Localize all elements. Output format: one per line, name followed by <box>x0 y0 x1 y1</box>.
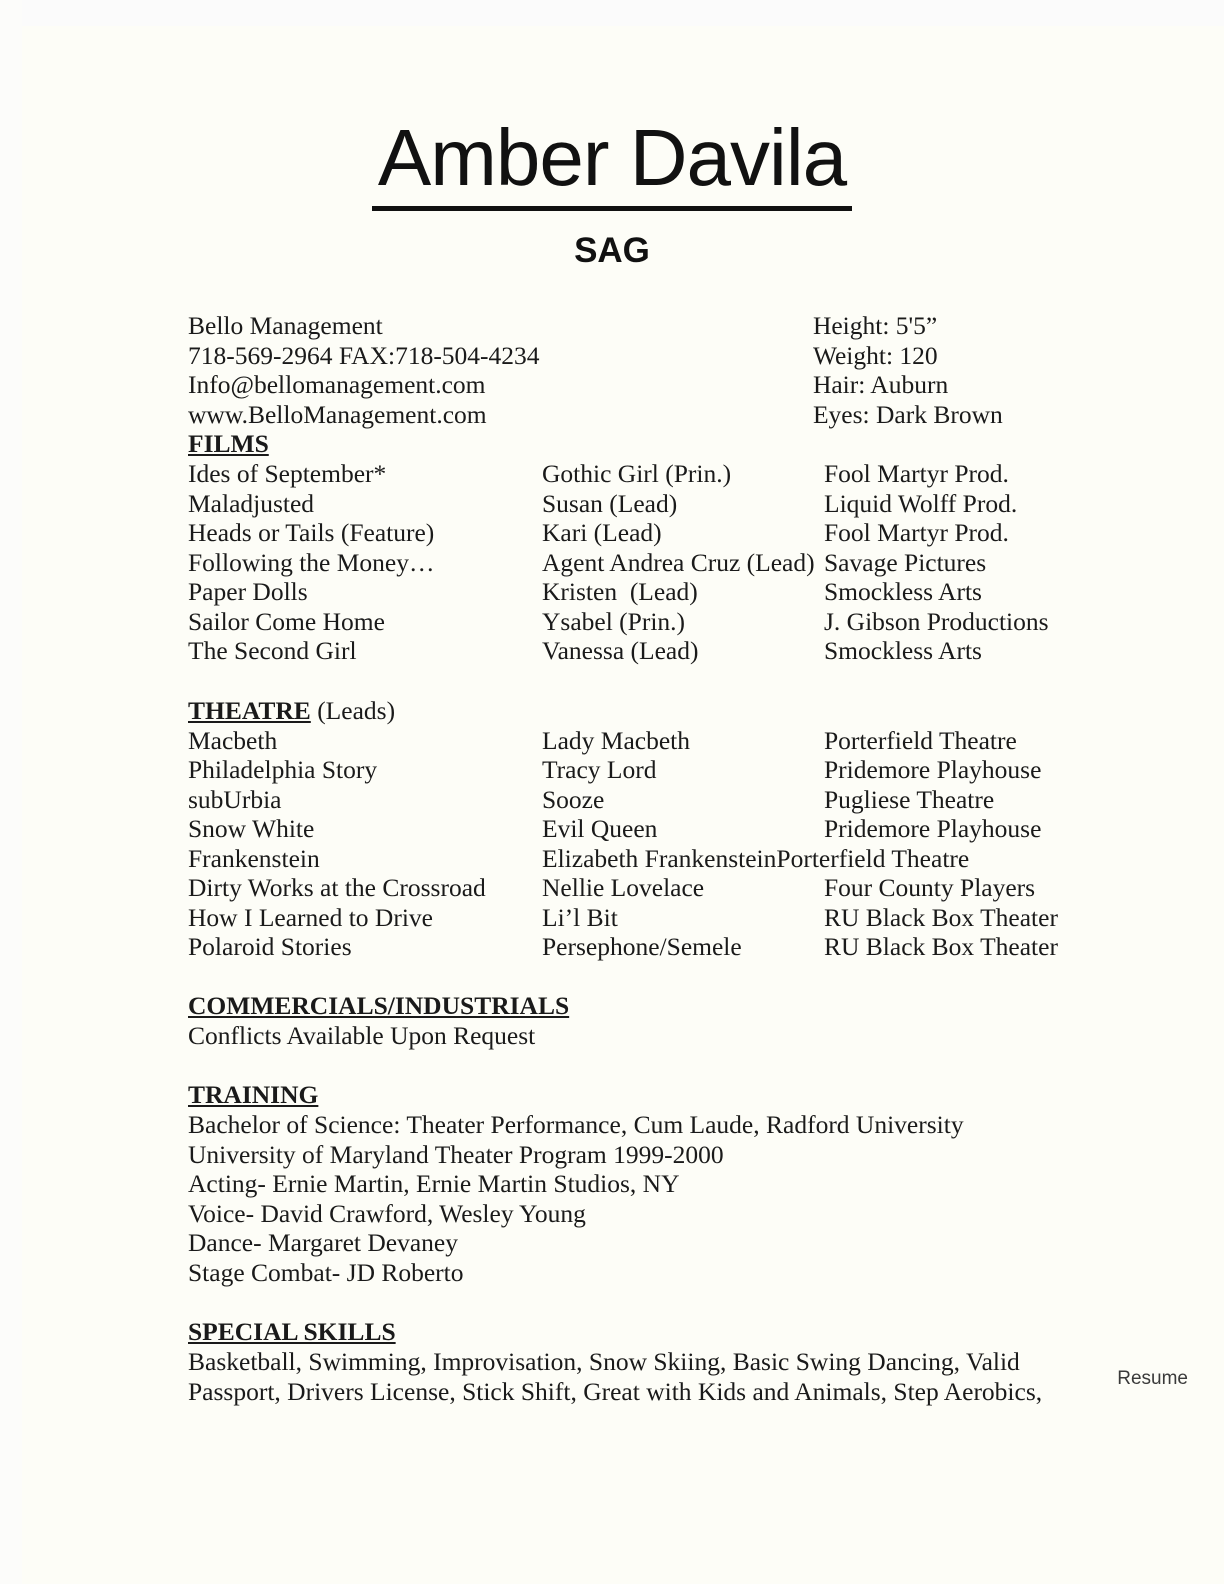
credit-row <box>188 814 1184 844</box>
training-body <box>188 1110 1184 1287</box>
training-line: Bachelor of Science: Theater Performance, Cum Laude, Radford University <box>188 1110 964 1139</box>
section-spacer <box>188 962 1184 991</box>
credit-row <box>188 932 1184 962</box>
credit-production-title: Heads or Tails (Feature) <box>188 518 435 547</box>
credit-production-title: Ides of September* <box>188 459 387 488</box>
credit-production-company: Liquid Wolff Prod. <box>824 488 1018 518</box>
section-heading-special-skills-label: SPECIAL SKILLS <box>188 1317 396 1346</box>
credit-role: Kristen (Lead) <box>542 577 698 606</box>
stat-weight: Weight: 120 <box>812 340 938 370</box>
credit-production-title: Macbeth <box>188 725 278 755</box>
credit-row <box>188 785 1184 815</box>
credit-row <box>188 548 1184 578</box>
credit-production-company: Fool Martyr Prod. <box>824 518 1009 547</box>
section-heading-commercials <box>188 991 1184 1021</box>
section-heading-commercials-label: COMMERCIALS/INDUSTRIALS <box>188 990 570 1020</box>
agency-name: Bello Management <box>188 311 383 340</box>
section-heading-training <box>188 1080 1184 1110</box>
commercials-body <box>188 1021 1184 1051</box>
credit-production-company: Savage Pictures <box>824 547 987 577</box>
credit-production-title: subUrbia <box>188 784 282 814</box>
section-spacer <box>188 1287 1184 1317</box>
credit-production-company: Porterfield Theatre <box>776 843 970 873</box>
credit-production-company: Fool Martyr Prod. <box>824 459 1009 488</box>
section-heading-theatre <box>188 696 1184 726</box>
credit-role: Vanessa (Lead) <box>542 636 699 665</box>
credit-role: Agent Andrea Cruz (Lead) <box>542 547 815 577</box>
credit-production-company: Pugliese Theatre <box>824 784 995 814</box>
credit-production-title: Maladjusted <box>188 488 315 518</box>
contact-column <box>188 311 813 429</box>
section-heading-special-skills <box>188 1317 1184 1347</box>
credit-production-title: Polaroid Stories <box>188 932 352 961</box>
films-credit-table <box>188 459 1184 666</box>
credit-production-title: How I Learned to Drive <box>188 902 433 932</box>
credit-row <box>188 489 1184 519</box>
credit-row <box>188 577 1184 607</box>
credit-production-company: Pridemore Playhouse <box>824 755 1042 784</box>
credit-role: Evil Queen <box>542 814 658 843</box>
credit-production-company: Pridemore Playhouse <box>824 814 1042 843</box>
agency-website: www.BelloManagement.com <box>188 399 487 429</box>
page-title: Amber Davila <box>372 118 852 211</box>
credit-production-title: Dirty Works at the Crossroad <box>188 873 486 902</box>
credit-production-company: Four County Players <box>824 873 1036 902</box>
credit-production-company: J. Gibson Productions <box>824 606 1049 636</box>
credit-row <box>188 755 1184 785</box>
footer-label: Resume <box>1117 1368 1188 1389</box>
physical-stats-column <box>813 311 1184 429</box>
credit-row <box>188 518 1184 548</box>
section-heading-films-label: FILMS <box>188 429 269 458</box>
agency-email: Info@bellomanagement.com <box>188 370 486 399</box>
credit-role: Tracy Lord <box>542 755 657 784</box>
credit-role: Ysabel (Prin.) <box>542 606 686 636</box>
credit-role: Elizabeth Frankenstein <box>542 843 777 873</box>
credit-production-title: Frankenstein <box>188 843 320 873</box>
credit-production-title: Sailor Come Home <box>188 606 385 636</box>
training-line: Acting- Ernie Martin, Ernie Martin Studios, NY <box>188 1169 680 1198</box>
special-skills-line: Passport, Drivers License, Stick Shift, Great with Kids and Animals, Step Aerobics, <box>188 1376 1043 1406</box>
section-spacer <box>188 1050 1184 1080</box>
credit-role: Gothic Girl (Prin.) <box>542 459 732 488</box>
special-skills-body <box>188 1347 1184 1406</box>
section-heading-theatre-suffix: (Leads) <box>310 695 396 725</box>
credit-row <box>188 844 1184 874</box>
credit-production-title: Snow White <box>188 814 315 843</box>
training-line: Dance- Margaret Devaney <box>188 1228 458 1257</box>
commercials-line: Conflicts Available Upon Request <box>188 1020 536 1050</box>
stat-hair: Hair: Auburn <box>812 370 949 399</box>
contact-stats-grid <box>188 311 1184 429</box>
credit-production-company: RU Black Box Theater <box>824 902 1058 932</box>
section-heading-films <box>188 429 1184 459</box>
credit-production-title: The Second Girl <box>188 636 357 665</box>
resume-body <box>0 311 1224 1406</box>
section-spacer <box>188 666 1184 696</box>
credit-production-company: RU Black Box Theater <box>824 932 1058 961</box>
special-skills-line: Basketball, Swimming, Improvisation, Snow Skiing, Basic Swing Dancing, Valid <box>188 1347 1020 1376</box>
credit-row <box>188 726 1184 756</box>
credit-row <box>188 873 1184 903</box>
credit-row <box>188 607 1184 637</box>
credit-production-company: Smockless Arts <box>824 577 982 606</box>
credit-production-title: Following the Money… <box>188 547 435 577</box>
theatre-credit-table <box>188 726 1184 962</box>
credit-role: Sooze <box>542 784 605 814</box>
section-heading-training-label: TRAINING <box>188 1080 319 1109</box>
stat-eyes: Eyes: Dark Brown <box>812 399 1003 429</box>
credit-row <box>188 903 1184 933</box>
credit-role: Persephone/Semele <box>542 932 742 961</box>
header-name-block <box>0 0 1224 211</box>
training-line: Voice- David Crawford, Wesley Young <box>188 1198 586 1228</box>
credit-role: Li’l Bit <box>542 902 618 932</box>
credit-role: Nellie Lovelace <box>542 873 705 902</box>
credit-role: Kari (Lead) <box>542 518 662 547</box>
section-heading-theatre-label: THEATRE <box>188 695 311 725</box>
stat-height: Height: 5'5” <box>812 311 938 340</box>
credit-production-company: Porterfield Theatre <box>824 725 1017 755</box>
credit-row <box>188 636 1184 666</box>
credit-row <box>188 459 1184 489</box>
union-affiliation: SAG <box>574 231 650 270</box>
credit-production-title: Paper Dolls <box>188 577 308 606</box>
training-line: University of Maryland Theater Program 1999-2000 <box>188 1139 724 1169</box>
credit-role: Lady Macbeth <box>542 725 690 755</box>
agency-phone: 718-569-2964 FAX:718-504-4234 <box>188 340 540 370</box>
credit-role: Susan (Lead) <box>542 488 678 518</box>
credit-production-company: Smockless Arts <box>824 636 982 665</box>
training-line: Stage Combat- JD Roberto <box>188 1257 464 1287</box>
credit-production-title: Philadelphia Story <box>188 755 378 784</box>
